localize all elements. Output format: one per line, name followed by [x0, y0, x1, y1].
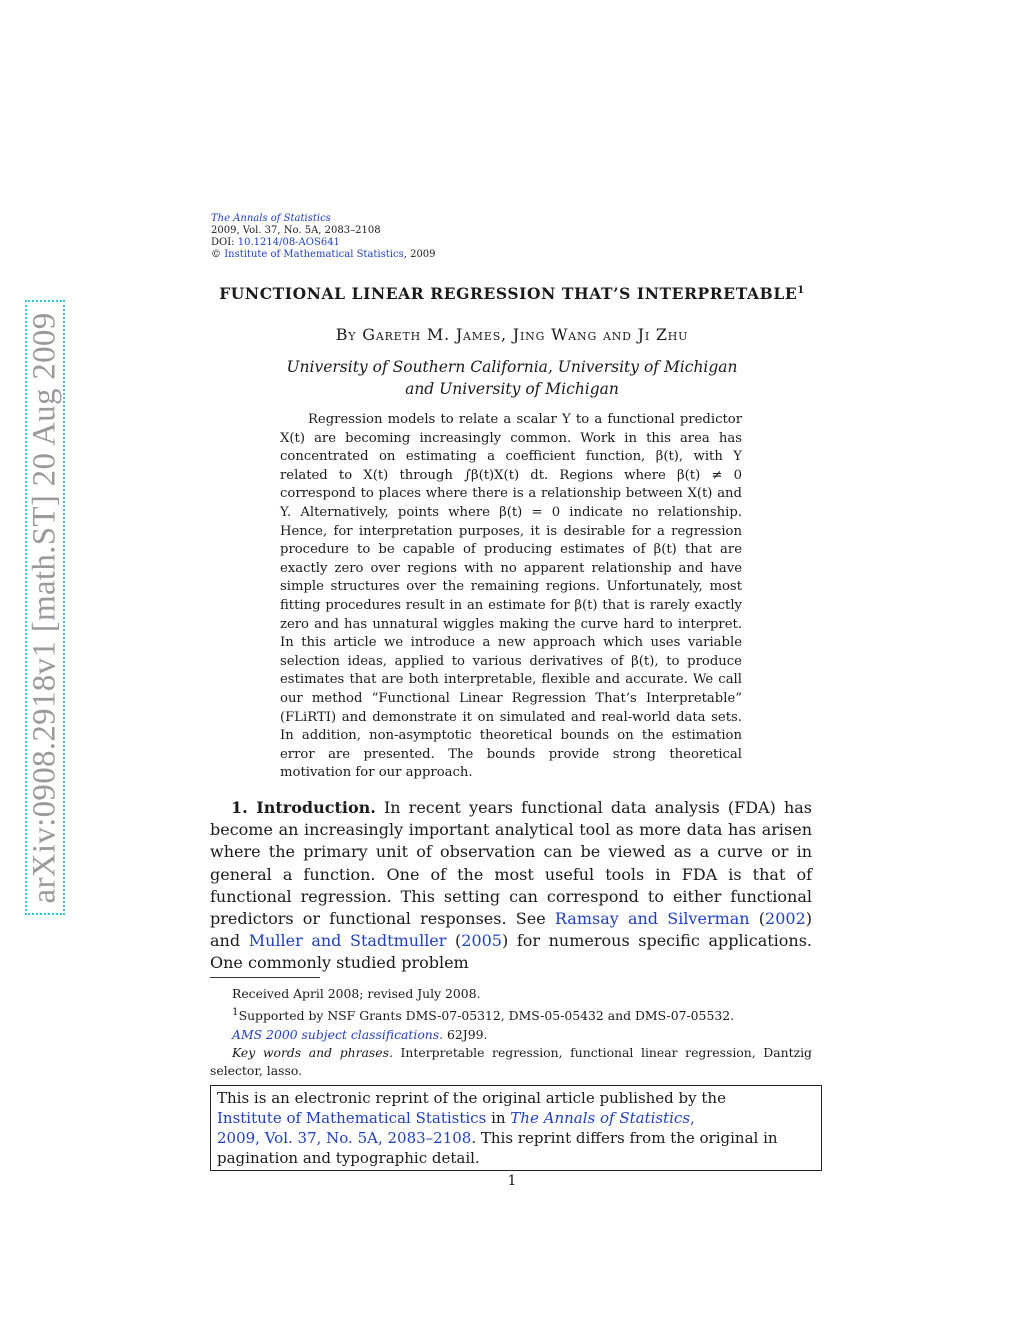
- ams-classification-code: 62J99.: [443, 1026, 488, 1042]
- reprint-line-1: This is an electronic reprint of the original article published by the: [217, 1089, 726, 1107]
- paper-title-text: FUNCTIONAL LINEAR REGRESSION THAT’S INTERPRETABLE: [219, 284, 798, 303]
- reprint-in-word: in: [486, 1109, 511, 1127]
- reprint-volume-link[interactable]: 2009, Vol. 37, No. 5A, 2083–2108: [217, 1129, 472, 1147]
- doi-link[interactable]: 10.1214/08-AOS641: [237, 237, 340, 248]
- copyright-year: , 2009: [403, 249, 436, 260]
- affiliation-line-1: University of Southern California, University of Michigan: [286, 358, 738, 376]
- journal-issue: 2009, Vol. 37, No. 5A, 2083–2108: [211, 225, 381, 236]
- keywords: [210, 1044, 812, 1080]
- intro-paren-close-1: ) and: [210, 909, 813, 951]
- journal-name-link[interactable]: The Annals of Statistics: [211, 213, 331, 224]
- reprint-line-4: pagination and typographic detail.: [217, 1149, 480, 1167]
- paper-title: [0, 284, 1024, 303]
- footnote-rule: [210, 977, 320, 978]
- page-number: 1: [507, 1173, 517, 1189]
- abstract: Regression models to relate a scalar Y to a functional predictor X(t) are becoming increasingly common. Work in this area has concentrated on estimating a coefficient function, β(t), with Y related to X(t) through ∫β(t)X(t) dt. Regions where β(t) ≠ 0 correspond to places where there is a relationship between X(t) and Y. Alternatively, points where β(t) = 0 indicate no relationship. Hence, for interpretation purposes, it is desirable for a regression procedure to be capable of producing estimates of β(t) that are exactly zero over regions with no apparent relationship and have simple structures over the remaining regions. Unfortunately, most fitting procedures result in an estimate for β(t) that is rarely exactly zero and has unnatural wiggles making the curve hard to interpret. In this article we introduce a new approach which uses variable selection ideas, applied to various derivatives of β(t), to produce estimates that are both interpretable, flexible and accurate. We call our method “Functional Linear Regression That’s Interpretable” (FLiRTI) and demonstrate it on simulated and real-world data sets. In addition, non-asymptotic theoretical bounds on the estimation error are presented. The bounds provide strong theoretical motivation for our approach.: [280, 412, 742, 781]
- footnotes: [210, 985, 812, 1080]
- affiliations: [0, 356, 1024, 400]
- section-heading: 1. Introduction.: [231, 798, 376, 817]
- ams-classification: [210, 1026, 812, 1044]
- reprint-notice-box: [210, 1085, 822, 1171]
- citation-muller-stadtmuller[interactable]: Muller and Stadtmuller: [248, 931, 447, 951]
- citation-year-2005[interactable]: 2005: [461, 931, 502, 951]
- ams-classification-link[interactable]: AMS 2000 subject classifications.: [232, 1026, 444, 1042]
- citation-ramsay-silverman[interactable]: Ramsay and Silverman: [554, 909, 750, 929]
- arxiv-identifier: arXiv:0908.2918v1 [math.ST] 20 Aug 2009: [26, 312, 63, 903]
- publisher-link[interactable]: Institute of Mathematical Statistics: [217, 1109, 487, 1127]
- journal-header: [211, 213, 436, 261]
- title-footnote-mark: 1: [797, 284, 805, 296]
- reprint-journal-link[interactable]: The Annals of Statistics: [510, 1109, 691, 1127]
- intro-paren-open-1: (: [749, 909, 766, 929]
- reprint-line-3-rest: . This reprint differs from the original in: [471, 1129, 778, 1147]
- received-footnote: Received April 2008; revised July 2008.: [232, 986, 481, 1001]
- support-footnote: [210, 1003, 812, 1025]
- keywords-text: Interpretable regression, functional linear regression, Dantzig selector, lasso.: [210, 1044, 812, 1078]
- keywords-label: Key words and phrases.: [232, 1044, 393, 1060]
- introduction-paragraph: [210, 797, 812, 975]
- citation-year-2002[interactable]: 2002: [765, 909, 806, 929]
- authors: By Gareth M. James, Jing Wang and Ji Zhu: [335, 325, 689, 344]
- intro-text-2: ) for numerous specific applications. One commonly studied problem: [210, 931, 813, 973]
- copyright-holder-link[interactable]: Institute of Mathematical Statistics: [224, 249, 404, 260]
- intro-paren-open-2: (: [446, 931, 462, 951]
- support-footnote-mark: 1: [232, 1006, 239, 1019]
- copyright-symbol: ©: [211, 249, 221, 260]
- affiliation-line-2: and University of Michigan: [405, 380, 619, 398]
- intro-text-1: In recent years functional data analysis (FDA) has become an increasingly important analytical tool as more data has arisen where the primary unit of observation can be viewed as a curve or in general a function. One of the most useful tools in FDA is that of functional regression. This setting can correspond to either functional predictors or functional responses. See: [210, 798, 813, 929]
- doi-label: DOI:: [211, 237, 235, 248]
- reprint-comma: ,: [690, 1109, 695, 1127]
- support-footnote-text: Supported by NSF Grants DMS-07-05312, DMS-05-05432 and DMS-07-05532.: [238, 1008, 735, 1024]
